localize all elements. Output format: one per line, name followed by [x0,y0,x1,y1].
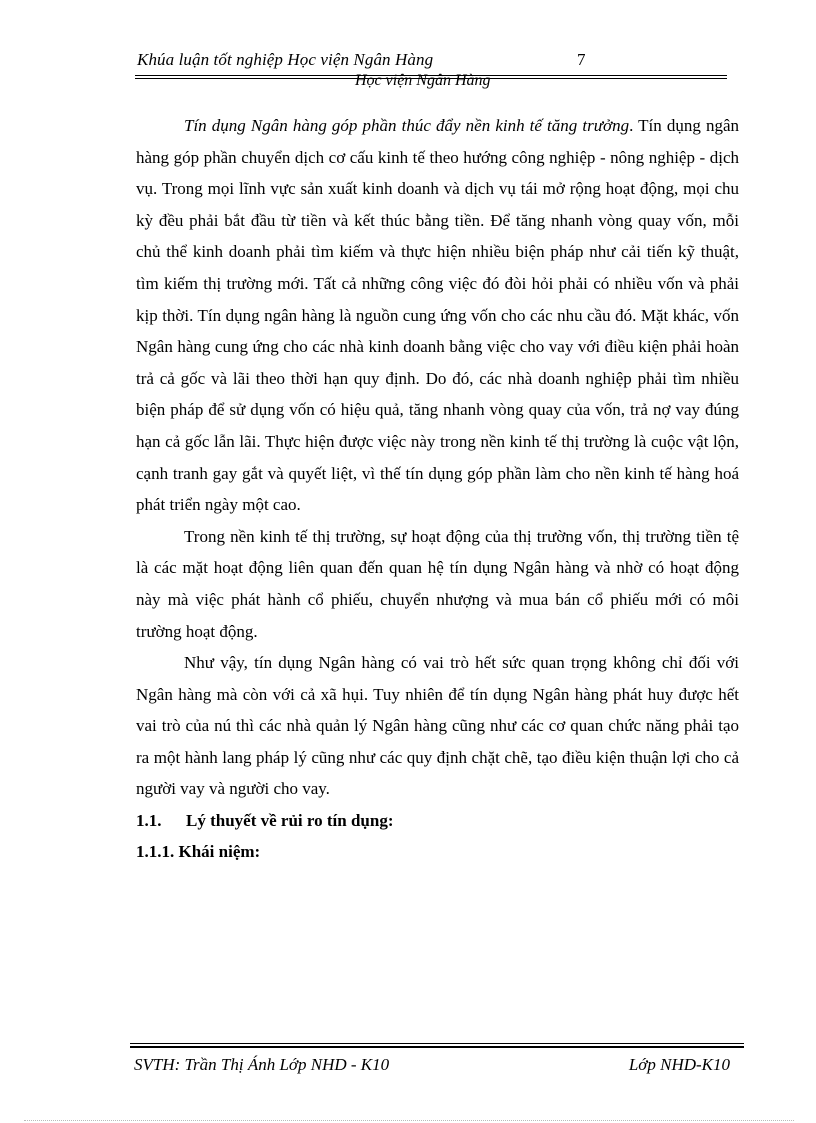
page-footer [130,1043,744,1083]
section-number: 1.1. [136,811,162,831]
section-heading [136,805,739,836]
section-title: Lý thuyết về rủi ro tín dụng: [186,811,394,831]
page-edge [24,1120,794,1121]
header-subtitle: Học viện Ngân Hàng [355,72,491,89]
footer-class: Lớp NHD-K10 [628,1055,730,1074]
document-body [136,110,739,867]
paragraph-3: Như vậy, tín dụng Ngân hàng có vai trò hết sức quan trọng không chỉ đối với Ngân hàng mà còn với cả xã hụi. Tuy nhiên để tín dụng Ngân hàng phát huy được hết vai trò của nú thì các nhà quản lý Ngân hàng cũng như các cơ quan chức năng phải tạo ra một hành lang pháp lý cũng như các quy định chặt chẽ, tạo điều kiện thuận lợi cho cả người vay và người cho vay. [136,653,739,799]
footer-rule [130,1043,744,1044]
paragraph-2: Trong nền kinh tế thị trường, sự hoạt động của thị trường vốn, thị trường tiền tệ là các mặt hoạt động liên quan đến quan hệ tín dụng Ngân hàng và nhờ có hoạt động này mà việc phát hành cổ phiếu, chuyển nhượng và mua bán cổ phiếu mới có môi trường hoạt động. [136,526,739,641]
paragraph-1-text: . Tín dụng ngân hàng góp phần chuyển dịch cơ cấu kinh tế theo hướng công nghiệp - nông nghiệp - dịch vụ. Trong mọi lĩnh vực sản xuất kinh doanh và dịch vụ tái mở rộng hoạt động, mọi chu kỳ đều phải bắt đầu từ tiền và kết thúc bằng tiền. Để tăng nhanh vòng quay vốn, mỗi chủ thể kinh doanh phải tìm kiếm và thực hiện nhiều biện pháp như cải tiến kỹ thuật, tìm kiếm thị trường mới. Tất cả những công việc đó đòi hỏi phải có nhiều vốn và phải kịp thời. Tín dụng ngân hàng là nguồn cung ứng vốn cho các nhu cầu đó. Mặt khác, vốn Ngân hàng cung ứng cho các nhà kinh doanh bằng việc cho vay với điều kiện phải hoàn trả cả gốc và lãi theo thời hạn quy định. Do đó, các nhà doanh nghiệp phải tìm nhiều biện pháp để sử dụng vốn có hiệu quả, tăng nhanh vòng quay của vốn, trả nợ vay đúng hạn cả gốc lẫn lãi. Thực hiện được việc này trong nền kinh tế thị trường là cuộc vật lộn, cạnh tranh gay gắt và quyết liệt, vì thế tín dụng góp phần làm cho nền kinh tế hàng hoá phát triển ngày một cao. [136,116,739,515]
footer-rule-thick [130,1046,744,1048]
paragraph-1-lead: Tín dụng Ngân hàng góp phần thúc đẩy nền kinh tế tăng trưởng [184,116,630,135]
subsection-heading: 1.1.1. Khái niệm: [136,842,261,862]
footer-student: SVTH: Trần Thị Ánh Lớp NHD - K10 [134,1055,390,1074]
page-number: 7 [577,50,586,69]
header-title: Khúa luận tốt nghiệp Học viện Ngân Hàng [137,50,434,69]
page-header [135,48,730,92]
paragraph-1 [136,110,739,521]
